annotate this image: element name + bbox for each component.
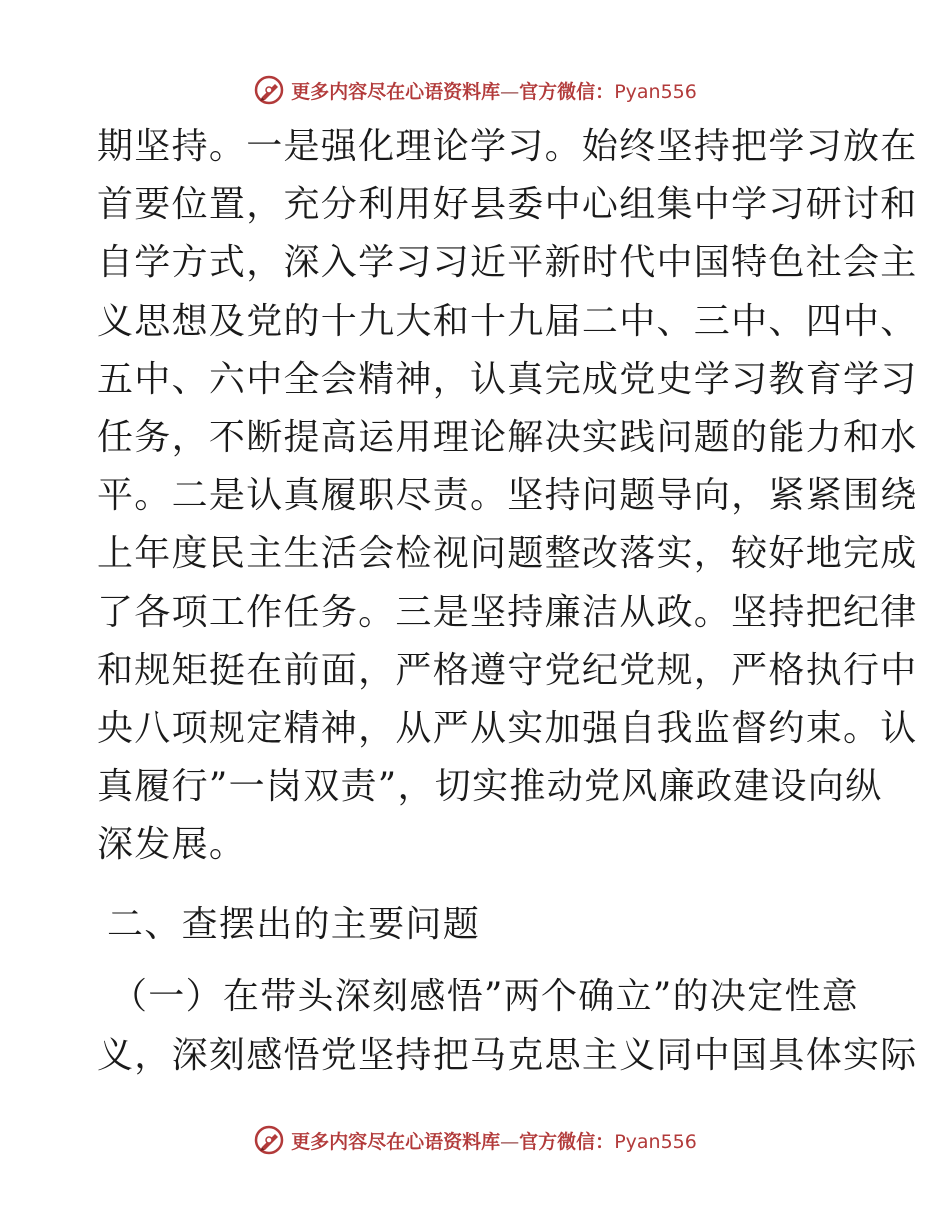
watermark-text: 更多内容尽在心语资料库—官方微信：Pyan556: [291, 1130, 697, 1153]
text-line: 和规矩挺在前面，严格遵守党纪党规，严格执行中: [97, 649, 918, 691]
pen-circle-logo-icon: [253, 74, 285, 106]
document-body: [97, 118, 918, 1085]
text-line: 任务，不断提高运用理论解决实践问题的能力和水: [97, 416, 918, 458]
text-line: 义思想及党的十九大和十九届二中、三中、四中、: [97, 300, 918, 342]
footer-watermark: [0, 1120, 950, 1160]
text-line: 上年度民主生活会检视问题整改落实，较好地完成: [97, 533, 918, 575]
text-line: 央八项规定精神，从严从实加强自我监督约束。认: [97, 707, 918, 749]
text-line: 了各项工作任务。三是坚持廉洁从政。坚持把纪律: [97, 591, 918, 633]
watermark-text: 更多内容尽在心语资料库—官方微信：Pyan556: [291, 80, 697, 103]
pen-circle-logo-icon: [253, 1124, 285, 1156]
text-line: 期坚持。一是强化理论学习。始终坚持把学习放在: [97, 126, 918, 167]
text-line: 自学方式，深入学习习近平新时代中国特色社会主: [97, 242, 918, 284]
text-line: 平。二是认真履职尽责。坚持问题导向，紧紧围绕: [97, 475, 918, 517]
text-line: 义，深刻感悟党坚持把马克思主义同中国具体实际: [97, 1034, 918, 1076]
paragraph-1: [97, 118, 918, 874]
text-line: 真履行”一岗双责”，切实推动党风廉政建设向纵: [97, 766, 883, 808]
text-line: 深发展。: [97, 824, 247, 866]
section-heading: 二、查摆出的主要问题: [107, 904, 481, 946]
text-line: （一）在带头深刻感悟”两个确立”的决定性意: [111, 976, 860, 1018]
header-watermark: [0, 70, 950, 110]
paragraph-2: [97, 968, 918, 1084]
text-line: 首要位置，充分利用好县委中心组集中学习研讨和: [97, 184, 918, 226]
text-line: 五中、六中全会精神，认真完成党史学习教育学习: [97, 358, 918, 400]
